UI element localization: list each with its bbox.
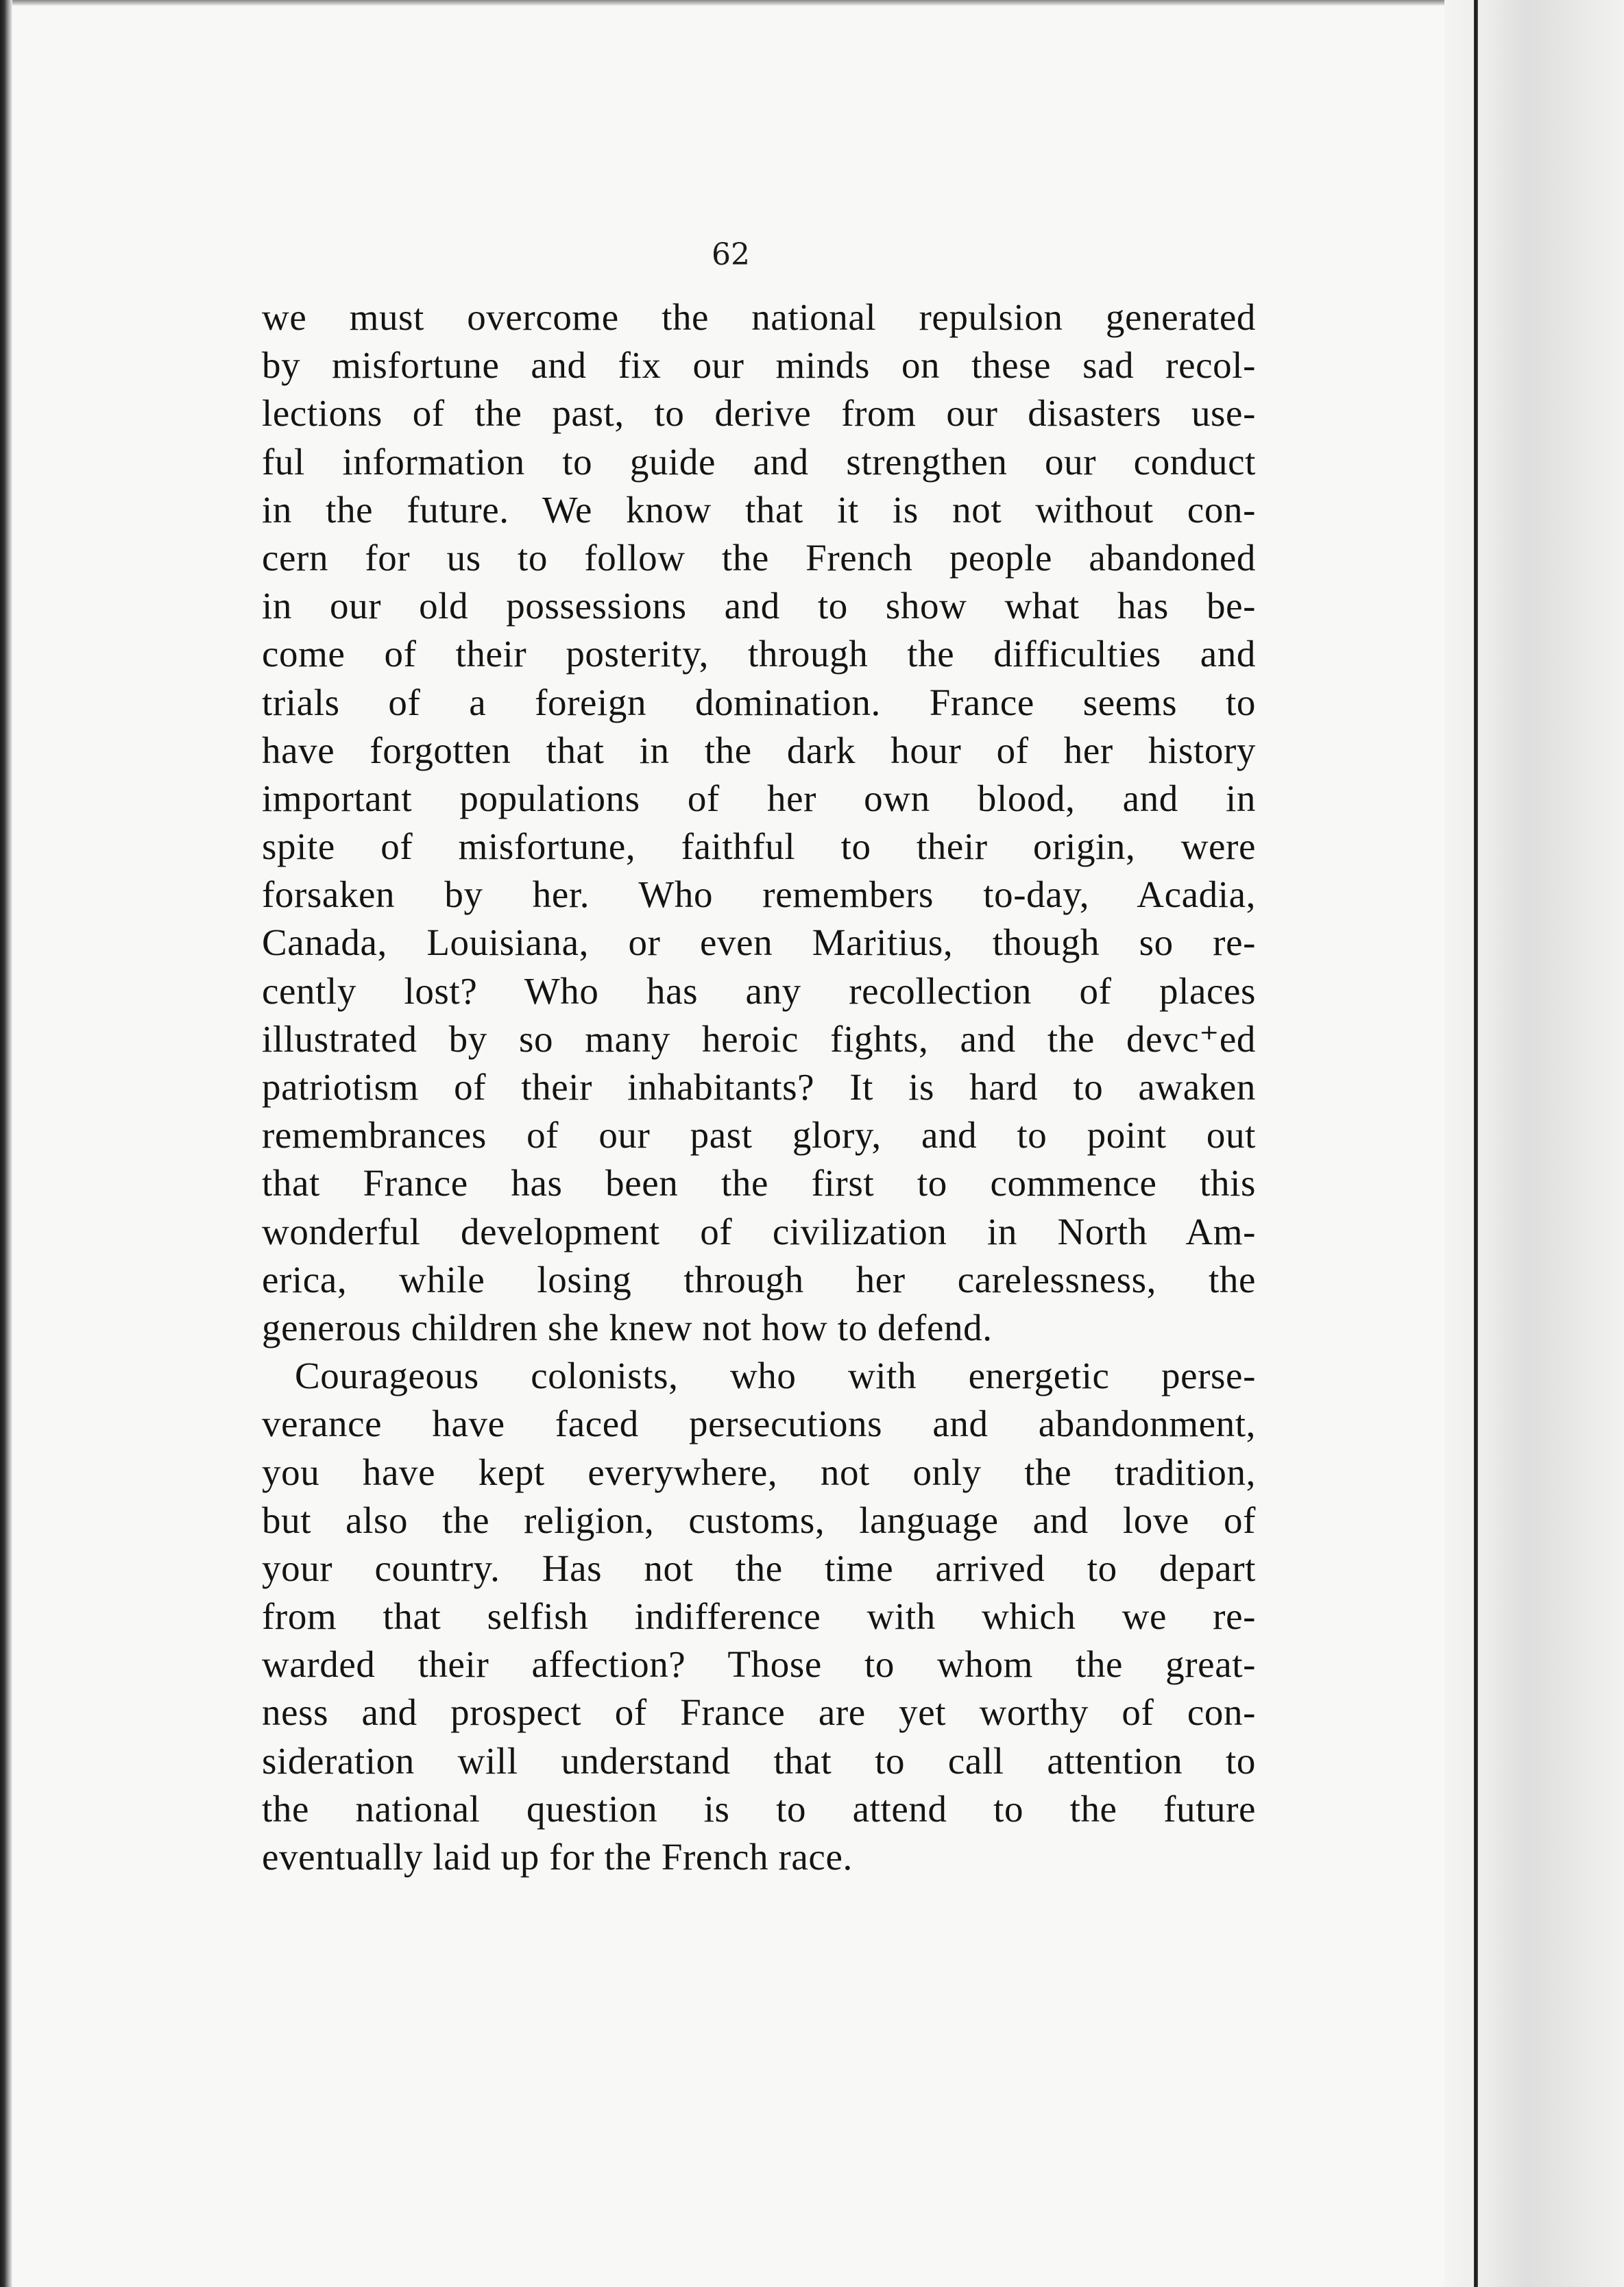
- top-edge-shadow: [0, 0, 1624, 5]
- text-line: in our old possessions and to show what has be-: [262, 585, 1256, 627]
- text-line: important populations of her own blood, and in: [262, 777, 1256, 819]
- text-line: remembrances of our past glory, and to point out: [262, 1114, 1256, 1157]
- text-line: the national question is to attend to the future: [262, 1787, 1256, 1830]
- text-line: generous children she knew not how to defend.: [262, 1306, 993, 1348]
- text-line: your country. Has not the time arrived to depart: [262, 1547, 1256, 1589]
- text-line: wonderful development of civilization in North Am-: [262, 1210, 1256, 1253]
- text-line: ful information to guide and strengthen our conduct: [262, 440, 1256, 483]
- text-line: in the future. We know that it is not without con-: [262, 488, 1256, 531]
- right-page-margin: [1444, 0, 1624, 2287]
- left-edge-shadow: [0, 0, 12, 2287]
- text-line: trials of a foreign domination. France seems to: [262, 681, 1256, 723]
- text-line: we must overcome the national repulsion generated: [262, 296, 1256, 338]
- text-line: forsaken by her. Who remembers to-day, Acadia,: [262, 873, 1256, 916]
- text-line: Courageous colonists, who with energetic perse-: [295, 1355, 1256, 1397]
- text-line: that France has been the first to commence this: [262, 1162, 1256, 1205]
- paragraph-1: [262, 293, 1256, 1352]
- text-line: ness and prospect of France are yet worthy of con-: [262, 1691, 1256, 1734]
- text-line: erica, while losing through her carelessness, the: [262, 1258, 1256, 1300]
- page-number: 62: [712, 237, 750, 272]
- text-line: but also the religion, customs, language and love of: [262, 1499, 1256, 1541]
- text-line: warded their affection? Those to whom the great-: [262, 1643, 1256, 1686]
- page-fold-line: [1474, 0, 1478, 2287]
- text-line: you have kept everywhere, not only the tradition,: [262, 1451, 1256, 1493]
- text-line: Canada, Louisiana, or even Maritius, though so re-: [262, 921, 1256, 964]
- text-line: sideration will understand that to call attention to: [262, 1739, 1256, 1782]
- text-line: cern for us to follow the French people abandoned: [262, 536, 1256, 579]
- text-line: by misfortune and fix our minds on these sad recol-: [262, 344, 1256, 387]
- text-line: cently lost? Who has any recollection of places: [262, 969, 1256, 1012]
- text-line: from that selfish indifference with which we re-: [262, 1595, 1256, 1638]
- body-text: [262, 293, 1256, 1881]
- text-line: patriotism of their inhabitants? It is hard to awaken: [262, 1066, 1256, 1108]
- text-line: come of their posterity, through the difficulties and: [262, 633, 1256, 675]
- text-line: verance have faced persecutions and abandonment,: [262, 1403, 1256, 1445]
- text-line: spite of misfortune, faithful to their origin, were: [262, 825, 1256, 868]
- text-line: have forgotten that in the dark hour of her history: [262, 729, 1256, 771]
- paragraph-2: [262, 1352, 1256, 1881]
- text-line: lections of the past, to derive from our disasters use-: [262, 392, 1256, 435]
- text-line: illustrated by so many heroic fights, and the devc⁺ed: [262, 1017, 1256, 1060]
- text-line: eventually laid up for the French race.: [262, 1836, 853, 1878]
